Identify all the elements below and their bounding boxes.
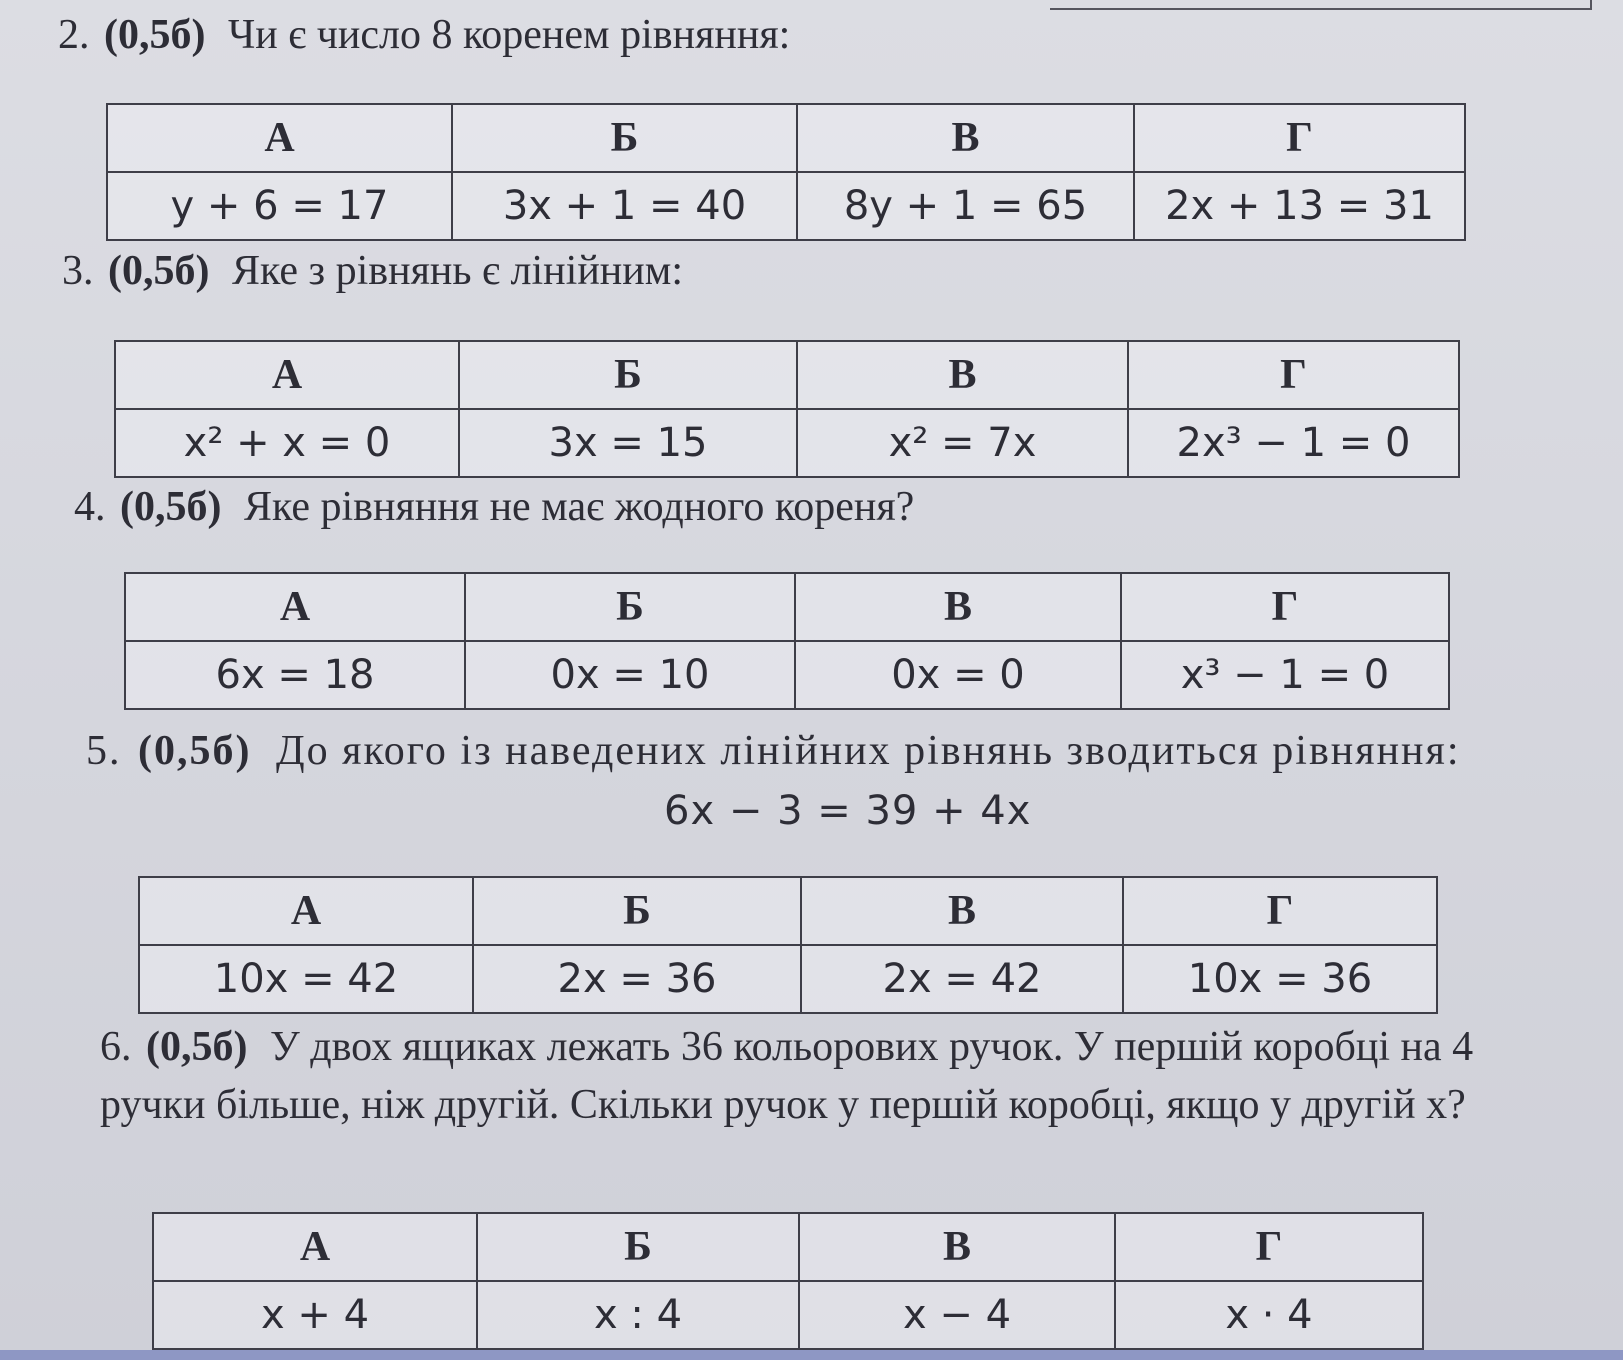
option-answer: 3x + 1 = 40: [452, 172, 797, 240]
option-letter: В: [795, 573, 1121, 641]
option-answer: x : 4: [477, 1281, 799, 1349]
option-answer: 0x = 0: [795, 641, 1121, 709]
question-3-options-table: [114, 340, 1460, 478]
question-3-heading: [62, 242, 683, 300]
option-letter: Г: [1134, 104, 1465, 172]
question-points: (0,5б): [108, 248, 210, 294]
page-top-border: [1050, 0, 1592, 10]
option-letter: А: [125, 573, 465, 641]
option-answer: 10x = 42: [139, 945, 473, 1013]
options-answer-row: [139, 945, 1437, 1013]
question-points: (0,5б): [138, 728, 252, 774]
option-letter: Б: [452, 104, 797, 172]
question-6-options-table: [152, 1212, 1424, 1350]
options-answer-row: [107, 172, 1465, 240]
option-letter: Б: [465, 573, 795, 641]
question-6-heading: [100, 1018, 1520, 1134]
option-answer: y + 6 = 17: [107, 172, 452, 240]
question-2-heading: [58, 6, 790, 64]
option-answer: 3x = 15: [459, 409, 797, 477]
options-answer-row: [153, 1281, 1423, 1349]
option-letter: Г: [1128, 341, 1459, 409]
option-letter: В: [799, 1213, 1115, 1281]
option-letter: Б: [477, 1213, 799, 1281]
option-answer: x + 4: [153, 1281, 477, 1349]
question-5-equation: 6x − 3 = 39 + 4x: [664, 788, 1032, 834]
options-header-row: [125, 573, 1449, 641]
question-number: 4.: [74, 484, 106, 530]
option-answer: x² = 7x: [797, 409, 1128, 477]
option-letter: В: [797, 341, 1128, 409]
option-answer: 2x + 13 = 31: [1134, 172, 1465, 240]
options-header-row: [139, 877, 1437, 945]
question-number: 5.: [86, 728, 122, 774]
options-answer-row: [125, 641, 1449, 709]
option-letter: Г: [1121, 573, 1449, 641]
options-header-row: [115, 341, 1459, 409]
option-letter: Б: [459, 341, 797, 409]
option-letter: В: [797, 104, 1134, 172]
option-answer: 6x = 18: [125, 641, 465, 709]
option-answer: x · 4: [1115, 1281, 1423, 1349]
option-letter: Б: [473, 877, 801, 945]
question-text: У двох ящиках лежать 36 кольорових ручок. У першій коробці на 4 ручки більше, ніж другій. Скільки ручок у першій коробці, якщо у другій x?: [100, 1024, 1474, 1128]
question-text: До якого із наведених лінійних рівнянь зводиться рівняння:: [275, 728, 1461, 774]
option-letter: Г: [1115, 1213, 1423, 1281]
question-number: 2.: [58, 12, 90, 58]
question-number: 6.: [100, 1024, 132, 1070]
option-letter: А: [153, 1213, 477, 1281]
option-answer: 2x³ − 1 = 0: [1128, 409, 1459, 477]
question-2-options-table: [106, 103, 1466, 241]
question-4-heading: [74, 478, 914, 536]
option-answer: 8y + 1 = 65: [797, 172, 1134, 240]
option-letter: А: [139, 877, 473, 945]
question-number: 3.: [62, 248, 94, 294]
option-letter: А: [107, 104, 452, 172]
question-5-options-table: [138, 876, 1438, 1014]
question-text: Яке з рівнянь є лінійним:: [231, 248, 683, 294]
question-points: (0,5б): [120, 484, 222, 530]
option-answer: 0x = 10: [465, 641, 795, 709]
option-letter: А: [115, 341, 459, 409]
options-answer-row: [115, 409, 1459, 477]
question-points: (0,5б): [104, 12, 206, 58]
question-5-heading: [86, 722, 1461, 780]
options-header-row: [153, 1213, 1423, 1281]
option-answer: 10x = 36: [1123, 945, 1437, 1013]
option-letter: В: [801, 877, 1123, 945]
question-points: (0,5б): [146, 1024, 248, 1070]
question-text: Яке рівняння не має жодного кореня?: [243, 484, 915, 530]
option-answer: 2x = 36: [473, 945, 801, 1013]
option-answer: 2x = 42: [801, 945, 1123, 1013]
question-4-options-table: [124, 572, 1450, 710]
option-answer: x³ − 1 = 0: [1121, 641, 1449, 709]
option-answer: x² + x = 0: [115, 409, 459, 477]
option-letter: Г: [1123, 877, 1437, 945]
option-answer: x − 4: [799, 1281, 1115, 1349]
screen-bottom-edge: [0, 1350, 1623, 1360]
question-text: Чи є число 8 коренем рівняння:: [227, 12, 791, 58]
options-header-row: [107, 104, 1465, 172]
